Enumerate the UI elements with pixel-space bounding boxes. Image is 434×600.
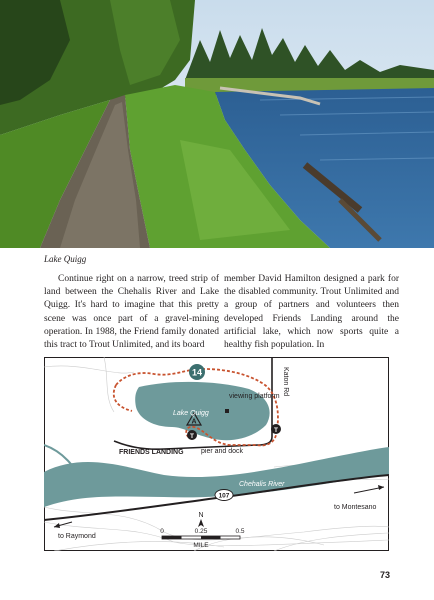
svg-text:107: 107 — [218, 492, 230, 500]
svg-text:T: T — [274, 427, 278, 434]
lake-quigg-photo — [0, 0, 434, 248]
svg-text:0.5: 0.5 — [235, 528, 245, 535]
viewing-platform-marker — [225, 409, 229, 413]
lake-label: Lake Quigg — [173, 410, 209, 417]
svg-text:T: T — [190, 433, 194, 440]
route-number: 14 — [191, 367, 203, 378]
viewing-platform-label: viewing platform — [229, 393, 280, 400]
river-label: Chehalis River — [239, 481, 285, 488]
svg-text:A: A — [191, 418, 197, 426]
photo-caption: Lake Quigg — [44, 254, 87, 264]
trail-map — [44, 357, 389, 551]
scale-unit-label: MILE — [193, 542, 209, 549]
page-number: 73 — [379, 570, 390, 580]
svg-text:0: 0 — [160, 528, 164, 535]
road-label: Katon Rd — [282, 367, 289, 397]
friends-landing-label: FRIENDS LANDING — [119, 449, 184, 456]
pier-label: pier and dock — [201, 448, 244, 455]
paragraph-1: Continue right on a narrow, treed strip of land between the Chehalis River and Lake Quigg. It's hard to imagine that this pretty scene was once part of a gravel-mining operation. In 1988, the Friend family donated this tract to Trout Unlimited, and its board — [44, 274, 219, 351]
paragraph-2: member David Hamilton designed a park for the disabled community. Trout Unlimited and a group of partners and volunteers then developed Friends Landing around the artificial lake, which now sports quite a healthy fish population. In — [224, 274, 399, 351]
north-arrow-label: N — [198, 512, 204, 519]
west-destination-label: to Raymond — [58, 533, 96, 540]
body-text-column-2 — [224, 273, 399, 352]
body-text-column-1 — [44, 273, 219, 352]
svg-text:0.25: 0.25 — [194, 528, 208, 535]
east-destination-label: to Montesano — [334, 504, 377, 511]
